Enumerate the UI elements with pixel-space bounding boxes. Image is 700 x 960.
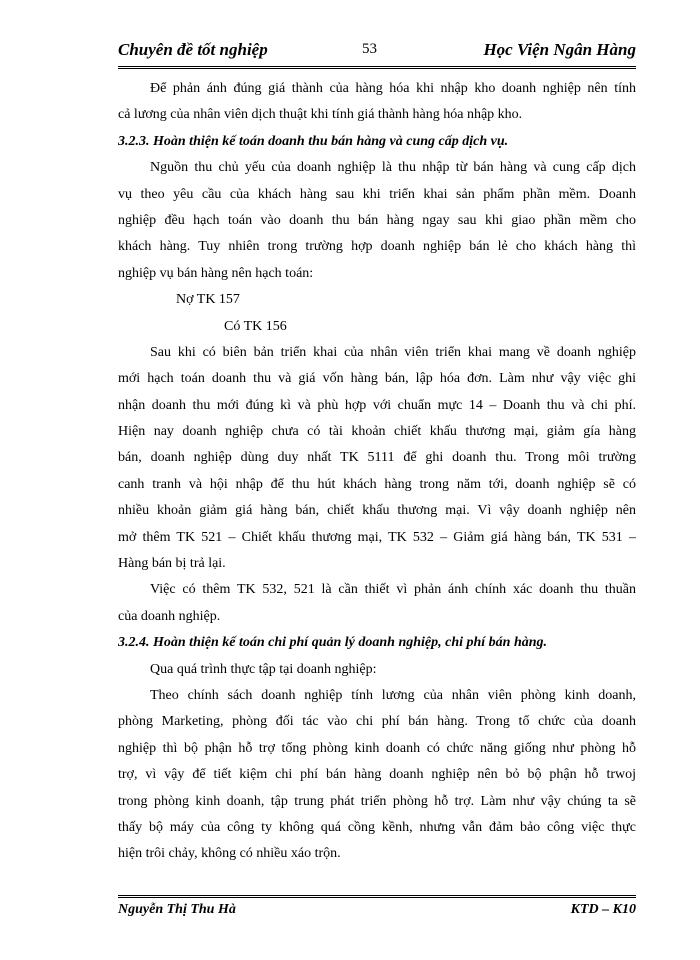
paragraph-line: Theo chính sách doanh nghiệp tính lương của nhân viên phòng kinh doanh, [150, 687, 636, 703]
footer-rule [118, 895, 636, 898]
paragraph-line: Nguồn thu chủ yếu của doanh nghiệp là thu nhập từ bán hàng và cung cấp dịch [150, 160, 636, 176]
paragraph-line: thấy bộ máy của công ty không quá cồng kềnh, nhưng vẫn đảm bảo công việc thực [118, 819, 636, 835]
header-title: Chuyên đề tốt nghiệp [118, 40, 268, 59]
section-heading: 3.2.4. Hoàn thiện kế toán chi phí quản lý doanh nghiệp, chi phí bán hàng. [118, 635, 548, 651]
paragraph-line: cả lương của nhân viên dịch thuật khi tính giá thành hàng hóa nhập kho. [118, 107, 523, 123]
section-heading: 3.2.3. Hoàn thiện kế toán doanh thu bán hàng và cung cấp dịch vụ. [118, 133, 509, 149]
paragraph-line: Hiện nay doanh nghiệp chưa có tài khoản chiết khấu thương mại, giảm gía hàng [118, 424, 636, 440]
paragraph-line: Việc có thêm TK 532, 521 là cần thiết vì phản ánh chính xác doanh thu thuần [150, 582, 636, 598]
page-number: 53 [362, 41, 377, 57]
header-rule [118, 66, 636, 69]
paragraph-line: mở thêm TK 521 – Chiết khấu thương mại, TK 532 – Giảm giá hàng bán, TK 531 – [118, 529, 636, 545]
account-entry-credit: Có TK 156 [224, 318, 287, 334]
paragraph-line: nghiệp thì bộ phận hỗ trợ tổng phòng kinh doanh có chức năng giống như phòng hỗ [118, 740, 636, 756]
paragraph-line: khách hàng. Tuy nhiên trong trường hợp doanh nghiệp bán lẻ cho khách hàng thì [118, 239, 636, 255]
paragraph-line: nghiệp đều hạch toán vào doanh thu bán hàng ngay sau khi giao phần mềm cho [118, 212, 636, 228]
document-body [118, 76, 636, 868]
page-footer [118, 902, 636, 924]
paragraph-line: nghiệp vụ bán hàng nên hạch toán: [118, 265, 314, 281]
paragraph-line: trợ, vì vậy để tiết kiệm chi phí bán hàng doanh nghiệp nên bỏ bộ phận hỗ trwoj [118, 767, 636, 783]
footer-class: KTD – K10 [570, 902, 636, 917]
paragraph-line: nhận doanh thu mới đúng kì và phù hợp với chuẩn mực 14 – Doanh thu và chi phí. [118, 397, 636, 413]
paragraph-line: trong phòng kinh doanh, tập trung phát triển phòng hỗ trợ. Làm như vậy chúng ta sẽ [118, 793, 636, 809]
paragraph-line: phòng Marketing, phòng đối tác vào chi phí bán hàng. Trong tổ chức của doanh [118, 714, 636, 730]
paragraph-line: nhiều khoản giảm giá hàng bán, chiết khấu thương mại. Vì vậy doanh nghiệp nên [118, 503, 636, 519]
paragraph-line: Để phản ánh đúng giá thành của hàng hóa khi nhập kho doanh nghiệp nên tính [150, 81, 636, 96]
paragraph-line: của doanh nghiệp. [118, 608, 221, 624]
account-entry-debit: Nợ TK 157 [176, 292, 240, 308]
paragraph-line: Sau khi có biên bản triển khai của nhân viên triển khai mang về doanh nghiệp [150, 344, 636, 360]
paragraph-line: hiện trôi chảy, không có nhiều xáo trộn. [118, 846, 341, 862]
paragraph-line: canh tranh và hội nhập để thu hút khách hàng trong năm tới, doanh nghiệp sẽ có [118, 476, 636, 492]
footer-author: Nguyễn Thị Thu Hà [118, 902, 236, 917]
paragraph-line: vụ theo yêu cầu của khách hàng sau khi triển khai sản phẩm phần mềm. Doanh [118, 186, 636, 202]
paragraph-line: Hàng bán bị trả lại. [118, 556, 226, 572]
paragraph-line: mới hạch toán doanh thu và giá vốn hàng bán, lập hóa đơn. Làm như vậy việc ghi [118, 371, 636, 387]
page-header [118, 40, 636, 64]
paragraph-line: bán, doanh nghiệp dùng duy nhất TK 5111 để ghi doanh thu. Trong môi trường [118, 450, 636, 466]
header-institution: Học Viện Ngân Hàng [483, 40, 636, 59]
paragraph-line: Qua quá trình thực tập tại doanh nghiệp: [150, 661, 377, 677]
